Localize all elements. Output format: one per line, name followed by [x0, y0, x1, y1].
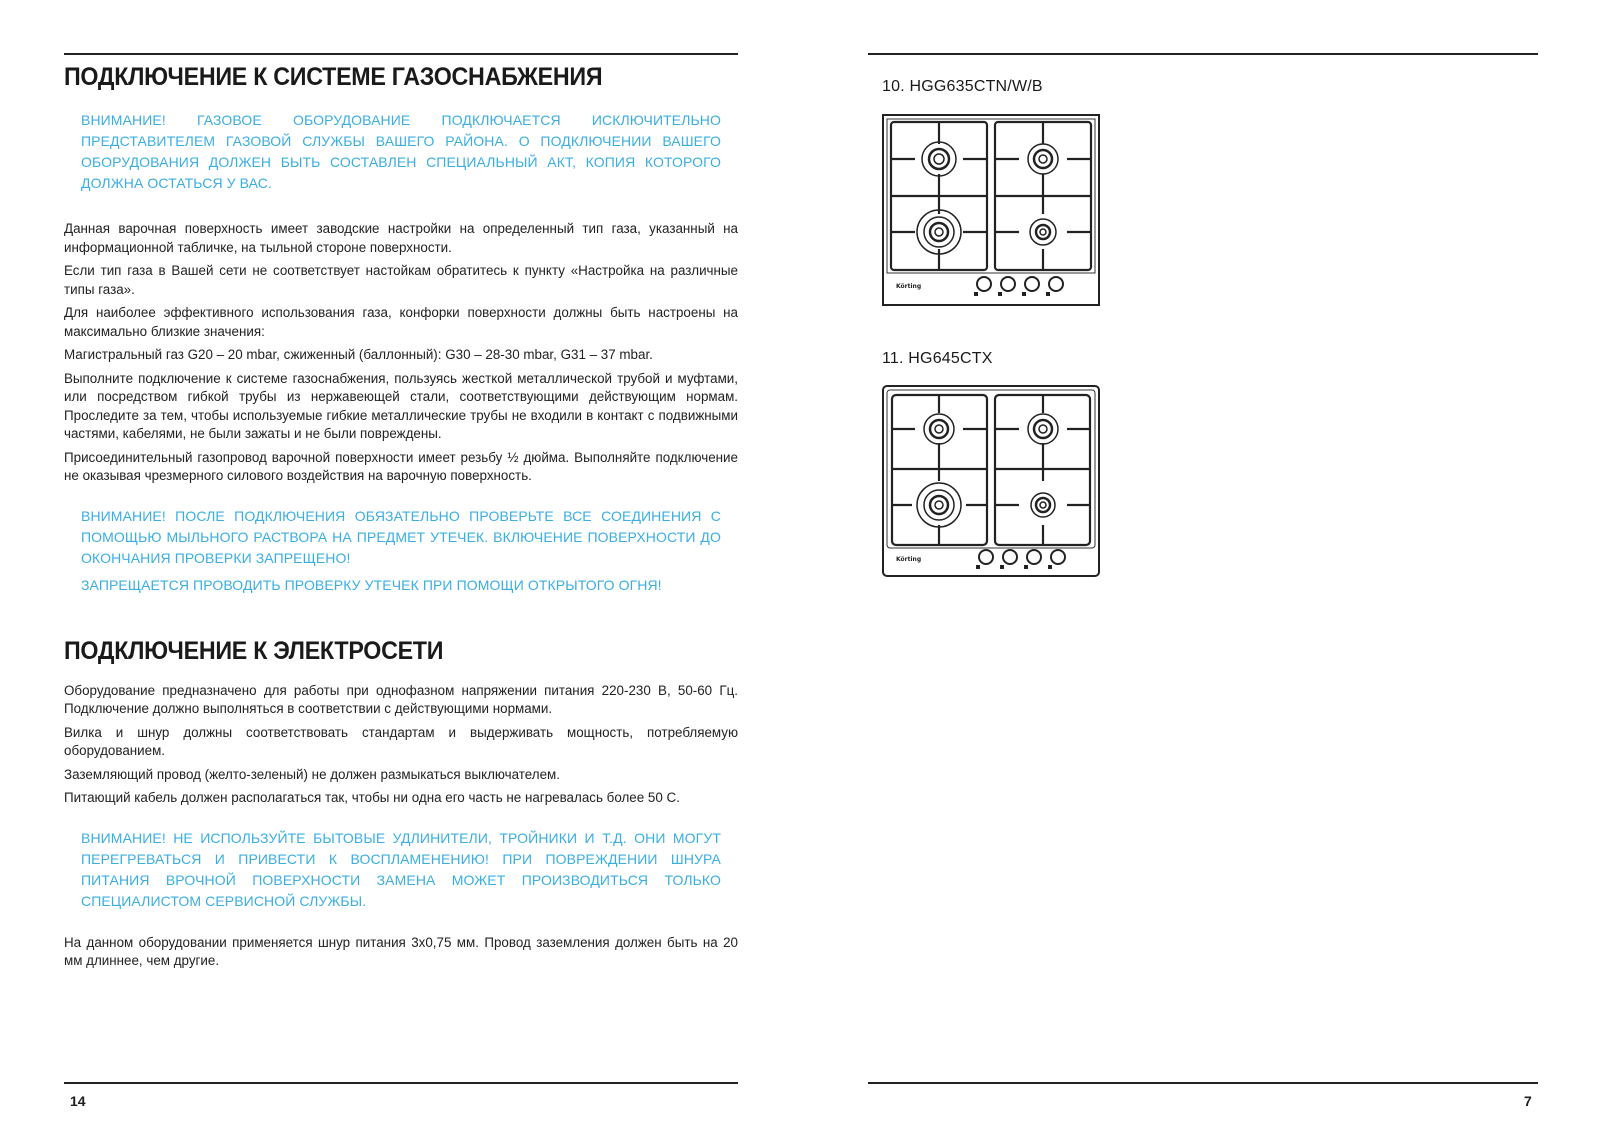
bottom-rule-right: [868, 1082, 1538, 1084]
gas-para-5: Выполните подключение к системе газоснабжения, пользуясь жесткой металлической трубой и муфтами, или посредством гибкой трубы из нержавеющей стали, соответствующими действующим нормам. Проследите за тем, чтобы используемые гибкие металлические трубы не входили в контакт с подвижными частями, кабелями, не были зажаты и не были повреждены.: [64, 370, 738, 441]
page-number-right: 7: [1524, 1093, 1532, 1109]
page-number-left: 14: [70, 1093, 86, 1109]
bottom-rule-left: [64, 1082, 738, 1084]
hob-1-brand: Körting: [896, 283, 922, 290]
hob-drawing-1: [882, 114, 1100, 306]
power-section-title: ПОДКЛЮЧЕНИЕ К ЭЛЕКТРОСЕТИ: [64, 636, 444, 665]
power-warning-1: ВНИМАНИЕ! НЕ ИСПОЛЬЗУЙТЕ БЫТОВЫЕ УДЛИНИТЕЛИ, ТРОЙНИКИ И Т.Д. ОНИ МОГУТ ПЕРЕГРЕВАТЬСЯ И ПРИВЕСТИ К ВОСПЛАМЕНЕНИЮ! ПРИ ПОВРЕЖДЕНИИ ШНУРА ПИТАНИЯ ВРОЧНОЙ ПОВЕРХНОСТИ ЗАМЕНА МОЖЕТ ПРОИЗВОДИТЬСЯ ТОЛЬКО СПЕЦИАЛИСТОМ СЕРВИСНОЙ СЛУЖБЫ.: [81, 829, 721, 909]
gas-warning-1: ВНИМАНИЕ! ГАЗОВОЕ ОБОРУДОВАНИЕ ПОДКЛЮЧАЕТСЯ ИСКЛЮЧИТЕЛЬНО ПРЕДСТАВИТЕЛЕМ ГАЗОВОЙ СЛУЖБЫ ВАШЕГО РАЙОНА. О ПОДКЛЮЧЕНИИ ВАШЕГО ОБОРУДОВАНИЯ ДОЛЖЕН БЫТЬ СОСТАВЛЕН СПЕЦИАЛЬНЫЙ АКТ, КОПИЯ КОТОРОГО ДОЛЖНА ОСТАТЬСЯ У ВАС.: [81, 112, 721, 191]
gas-para-4: Магистральный газ G20 – 20 mbar, сжиженный (баллонный): G30 – 28-30 mbar, G31 – 37 mbar.: [64, 347, 653, 362]
power-para-1: Оборудование предназначено для работы при однофазном напряжении питания 220-230 В, 50-60 Гц. Подключение должно выполняться в соответствии с действующими нормами.: [64, 682, 738, 716]
power-para-2: Вилка и шнур должны соответствовать стандартам и выдерживать мощность, потребляемую оборудованием.: [64, 724, 738, 758]
power-para-3: Заземляющий провод (желто-зеленый) не должен размыкаться выключателем.: [64, 766, 560, 782]
gas-section-title: ПОДКЛЮЧЕНИЕ К СИСТЕМЕ ГАЗОСНАБЖЕНИЯ: [64, 63, 603, 91]
gas-warning-2: ВНИМАНИЕ! ПОСЛЕ ПОДКЛЮЧЕНИЯ ОБЯЗАТЕЛЬНО ПРОВЕРЬТЕ ВСЕ СОЕДИНЕНИЯ С ПОМОЩЬЮ МЫЛЬНОГО РАСТВОРА НА ПРЕДМЕТ УТЕЧЕК. ВКЛЮЧЕНИЕ ПОВЕРХНОСТИ ДО ОКОНЧАНИЯ ПРОВЕРКИ ЗАПРЕЩЕНО!: [81, 507, 721, 566]
hob-2-svg: [882, 385, 1100, 577]
gas-para-2: Если тип газа в Вашей сети не соответствует настойкам обратитесь к пункту «Настройка на различные типы газа».: [64, 263, 738, 297]
top-rule-right: [868, 53, 1538, 55]
gas-warning-3: ЗАПРЕЩАЕТСЯ ПРОВОДИТЬ ПРОВЕРКУ УТЕЧЕК ПРИ ПОМОЩИ ОТКРЫТОГО ОГНЯ!: [81, 576, 662, 593]
hob-1-svg: [882, 114, 1100, 306]
model-1-title: 10. HGG635CTN/W/B: [882, 78, 1043, 95]
hob-2-brand: Körting: [896, 556, 922, 563]
left-page: [64, 54, 738, 971]
gas-para-6: Присоединительный газопровод варочной поверхности имеет резьбу ½ дюйма. Выполняйте подключение не оказывая чрезмерного силового воздействия на варочную поверхность.: [64, 449, 738, 483]
gas-para-3: Для наиболее эффективного использования газа, конфорки поверхности должны быть настроены на максимально близкие значения:: [64, 305, 738, 339]
model-2-title: 11. HG645CTX: [882, 350, 993, 367]
hob-drawing-2: [882, 385, 1100, 577]
power-para-4: Питающий кабель должен располагаться так, чтобы ни одна его часть не нагревалась более 50 С.: [64, 790, 680, 805]
power-para-5: На данном оборудовании применяется шнур питания 3х0,75 мм. Провод заземления должен быть на 20 мм длиннее, чем другие.: [64, 934, 738, 968]
gas-para-1: Данная варочная поверхность имеет заводские настройки на определенный тип газа, указанный на информационной табличке, на тыльной стороне поверхности.: [64, 221, 738, 255]
